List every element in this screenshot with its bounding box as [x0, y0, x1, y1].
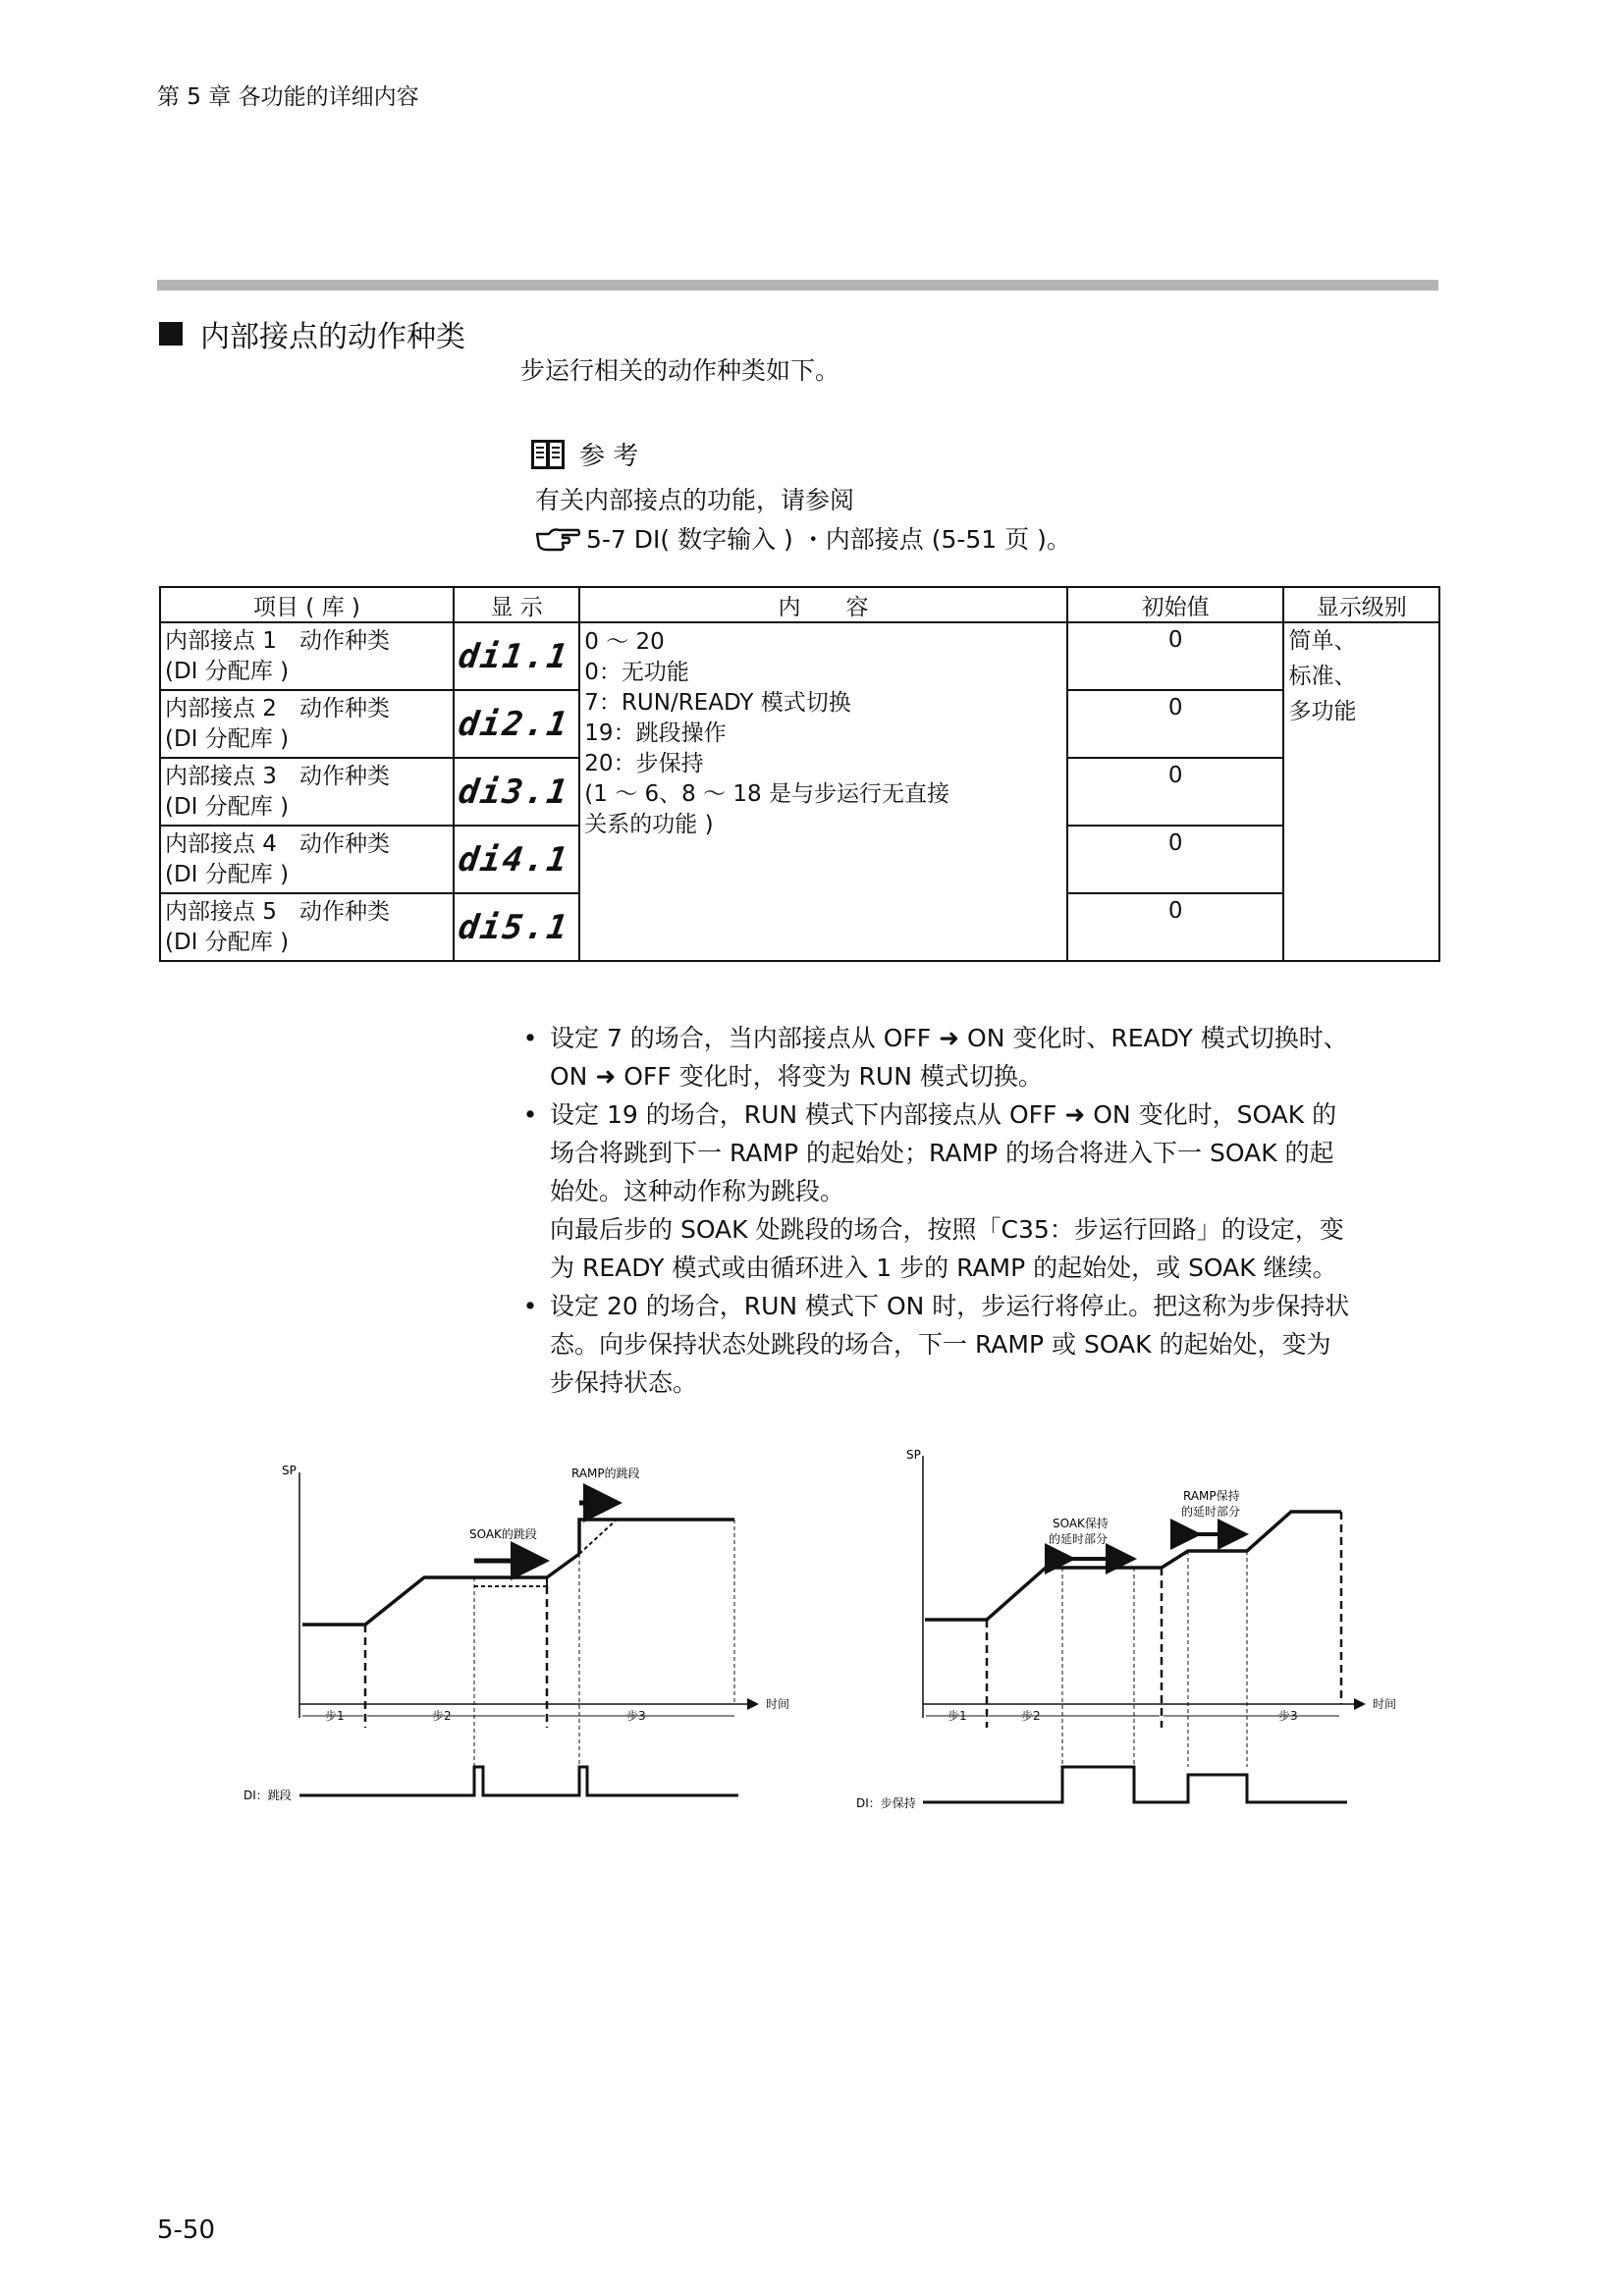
lcd-display: di1.1 — [456, 636, 572, 676]
sp-profile-segment — [547, 1554, 579, 1577]
initial-value-cell: 0 — [1067, 690, 1284, 758]
time-axis-label: 时间 — [1373, 1697, 1397, 1711]
item-cell: 内部接点 2 动作种类 (DI 分配库 ) — [160, 690, 454, 758]
sp-profile-segment — [579, 1520, 734, 1554]
soak-skip-label: SOAK的跳段 — [469, 1527, 537, 1541]
sp-profile-segment — [925, 1568, 1162, 1620]
reference-link-text[interactable]: 5-7 DI( 数字输入 ) ・内部接点 (5-51 页 )。 — [586, 525, 1071, 554]
soak-hold-label: 的延时部分 — [1049, 1532, 1109, 1546]
col-header-content: 内 容 — [579, 587, 1067, 622]
hold-diagram — [856, 1448, 1396, 1810]
ramp-skip-label: RAMP的跳段 — [571, 1467, 640, 1480]
sp-profile-segment — [302, 1577, 474, 1625]
item-cell: 内部接点 4 动作种类 (DI 分配库 ) — [160, 826, 454, 893]
lcd-display: di5.1 — [456, 907, 572, 947]
lcd-display: di4.1 — [456, 839, 572, 880]
bullet-item: • 设定 20 的场合，RUN 模式下 ON 时，步运行将停止。把这称为步保持状 态。向步保持状态处跳段的场合，下一 RAMP 或 SOAK 的起始处，变为 步保持状态。 — [511, 1287, 1453, 1402]
step-label: 步1 — [947, 1709, 967, 1723]
di-signal-label: DI：跳段 — [244, 1789, 292, 1802]
section-intro: 步运行相关的动作种类如下。 — [520, 356, 840, 385]
step-label: 步3 — [1278, 1709, 1298, 1723]
ramp-hold-label: 的延时部分 — [1181, 1505, 1241, 1519]
lcd-display: di3.1 — [456, 772, 572, 812]
skip-diagram — [244, 1464, 789, 1802]
bullet-mark: • — [522, 1024, 538, 1052]
initial-value-cell: 0 — [1067, 758, 1284, 826]
skipped-ramp-dashed — [579, 1520, 617, 1554]
col-header-level: 显示级别 — [1283, 587, 1439, 622]
soak-hold-label: SOAK保持 — [1053, 1517, 1109, 1530]
di-signal-trace — [299, 1767, 738, 1795]
bullet-item: • 设定 19 的场合，RUN 模式下内部接点从 OFF ➜ ON 变化时，SOAK 的 场合将跳到下一 RAMP 的起始处；RAMP 的场合将进入下一 SOAK 的起 始处。这种动作称为跳段。 向最后步的 SOAK 处跳段的场合，按照「C35：步运行回路」的设定，变 为 READY 模式或由循环进入 1 步的 RAMP 的起始处，或 SOAK 继续。 — [511, 1095, 1453, 1287]
reference-label: 参 考 — [579, 442, 639, 471]
col-header-item: 项目 ( 库 ) — [160, 587, 454, 622]
bullet-mark: • — [522, 1100, 538, 1129]
lcd-display: di2.1 — [456, 704, 572, 744]
item-cell: 内部接点 3 动作种类 (DI 分配库 ) — [160, 758, 454, 826]
section-title-text: 内部接点的动作种类 — [200, 320, 465, 354]
step-label: 步2 — [1021, 1709, 1041, 1723]
content-cell: 0 ～ 20 0：无功能 7：RUN/READY 模式切换 19：跳段操作 20：步保持 (1 ～ 6、8 ～ 18 是与步运行无直接 关系的功能 ) — [579, 622, 1067, 961]
step-label: 步2 — [432, 1709, 452, 1723]
di-signal-label: DI：步保持 — [856, 1796, 916, 1810]
initial-value-cell: 0 — [1067, 622, 1284, 690]
bullet-item: • 设定 7 的场合，当内部接点从 OFF ➜ ON 变化时、READY 模式切换时、 ON ➜ OFF 变化时，将变为 RUN 模式切换。 — [511, 1019, 1453, 1095]
sp-axis-label: SP — [906, 1448, 921, 1462]
reference-text: 有关内部接点的功能，请参阅 — [535, 486, 855, 514]
initial-value-cell: 0 — [1067, 826, 1284, 893]
bullet-mark: • — [522, 1292, 538, 1320]
ramp-hold-label: RAMP保持 — [1183, 1489, 1240, 1503]
item-cell: 内部接点 5 动作种类 (DI 分配库 ) — [160, 893, 454, 961]
chapter-header: 第 5 章 各功能的详细内容 — [157, 84, 419, 110]
step-label: 步3 — [626, 1709, 646, 1723]
di-signal-trace — [923, 1767, 1347, 1802]
display-level-cell: 简单、 标准、 多功能 — [1283, 622, 1439, 961]
col-header-initial: 初始值 — [1067, 587, 1284, 622]
time-axis-label: 时间 — [766, 1697, 790, 1711]
initial-value-cell: 0 — [1067, 893, 1284, 961]
sp-axis-label: SP — [282, 1464, 297, 1477]
col-header-display: 显 示 — [454, 587, 579, 622]
item-cell: 内部接点 1 动作种类 (DI 分配库 ) — [160, 622, 454, 690]
page-number: 5-50 — [157, 2216, 216, 2245]
step-label: 步1 — [325, 1709, 345, 1723]
